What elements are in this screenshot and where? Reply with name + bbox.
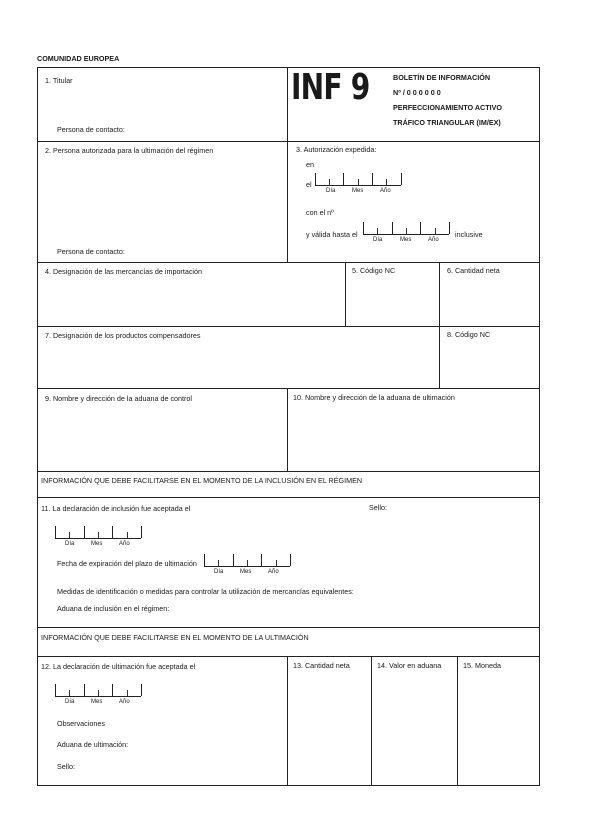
box9-label: 9. Nombre y dirección de la aduana de control (45, 394, 193, 403)
divider-row3 (37, 326, 540, 327)
bulletin-line1: BOLETÍN DE INFORMACIÓN (393, 73, 491, 82)
box3-el: el (306, 180, 312, 189)
section-ultimacion-title: INFORMACIÓN QUE DEBE FACILITARSE EN EL MOMENTO DE LA ULTIMACIÓN (41, 633, 309, 642)
box12-sello: Sello: (57, 762, 75, 771)
box11-date1-mes: Mes (91, 541, 103, 547)
box11-date1-ano: Año (119, 541, 130, 547)
bulletin-line4: TRÁFICO TRIANGULAR (IM/EX) (393, 118, 501, 127)
box11-aduana: Aduana de inclusión en el régimen: (57, 604, 170, 613)
box3-date1-mes: Mes (352, 188, 364, 194)
divider-row4 (37, 388, 540, 389)
box11-date1-dia: Día (65, 541, 75, 547)
box3-date2-line (363, 234, 449, 235)
divider-row2 (37, 262, 540, 263)
box10-label: 10. Nombre y dirección de la aduana de ultimación (293, 393, 455, 402)
box7-label: 7. Designación de los productos compensadores (45, 331, 201, 340)
box3-date2-mes: Mes (400, 237, 412, 243)
box11-fecha-exp: Fecha de expiración del plazo de ultimación (57, 559, 197, 568)
box12-label: 12. La declaración de ultimación fue aceptada el (41, 662, 196, 671)
box11-label: 11. La declaración de inclusión fue aceptada el (41, 504, 191, 513)
divider-row8 (37, 656, 540, 657)
box3-date1-line (315, 185, 401, 186)
box3-label: 3. Autorización expedida: (296, 145, 377, 154)
box6-label: 6. Cantidad neta (447, 266, 500, 275)
box12-date-ano: Año (119, 699, 130, 705)
box3-con-el: con el nº (306, 208, 334, 217)
box3-date2-dia: Día (373, 237, 383, 243)
divider-row7 (37, 627, 540, 628)
section-inclusion-title: INFORMACIÓN QUE DEBE FACILITARSE EN EL MOMENTO DE LA INCLUSIÓN EN EL RÉGIMEN (41, 476, 363, 485)
bulletin-line3: PERFECCIONAMIENTO ACTIVO (393, 103, 503, 112)
box8-label: 8. Código NC (447, 330, 491, 339)
form-frame (37, 67, 540, 786)
box3-date1-ano: Año (380, 188, 391, 194)
box3-inclusive: inclusive (455, 230, 483, 239)
box11-date2-ano: Año (268, 569, 279, 575)
box2-contact: Persona de contacto: (57, 247, 125, 256)
community-header: COMUNIDAD EUROPEA (37, 54, 120, 63)
box3-date1-dia: Día (326, 188, 336, 194)
box12-date-dia: Día (65, 699, 75, 705)
box12-observaciones: Observaciones (57, 719, 105, 728)
box5-label: 5. Código NC (352, 266, 396, 275)
box3-valida: y válida hasta el (306, 230, 358, 239)
divider-row1 (37, 141, 540, 142)
divider-row5 (37, 471, 540, 472)
box12-aduana: Aduana de ultimación: (57, 740, 129, 749)
box3-en: en (306, 160, 314, 169)
box11-sello: Sello: (369, 503, 387, 512)
divider-top-vertical (287, 67, 288, 262)
inf9-logo: INF 9 (291, 67, 370, 108)
box15-label: 15. Moneda (463, 661, 501, 670)
box11-date2-mes: Mes (240, 569, 252, 575)
divider-row6 (37, 497, 540, 498)
box11-date2-dia: Día (214, 569, 224, 575)
box11-medidas: Medidas de identificación o medidas para controlar la utilización de mercancías equivalentes: (57, 587, 354, 596)
box4-label: 4. Designación de las mercancías de importación (45, 267, 203, 276)
box13-label: 13. Cantidad neta (293, 661, 350, 670)
box1-label: 1. Titular (45, 76, 73, 85)
box3-date2-ano: Año (428, 237, 439, 243)
box1-contact: Persona de contacto: (57, 125, 125, 134)
bulletin-number: Nº / 0 0 0 0 0 0 (393, 88, 441, 97)
box12-date-mes: Mes (91, 699, 103, 705)
box2-label: 2. Persona autorizada para la ultimación del régimen (45, 146, 214, 155)
box14-label: 14. Valor en aduana (377, 661, 442, 670)
